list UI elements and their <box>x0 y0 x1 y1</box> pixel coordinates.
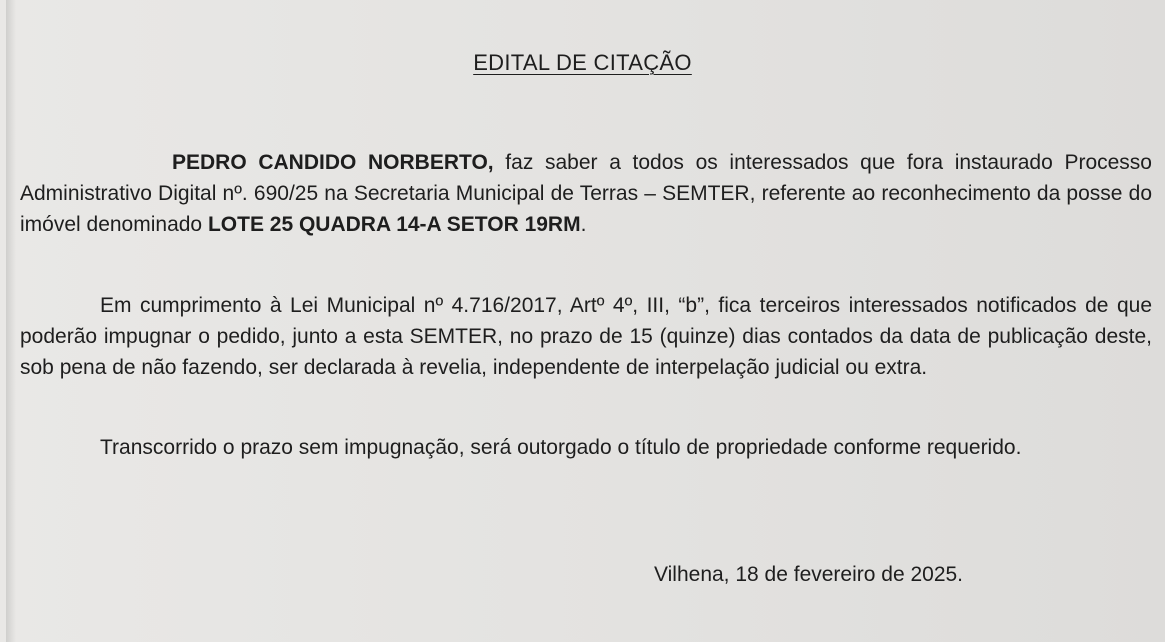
paper-fold-shadow <box>6 0 16 642</box>
paragraph-conclusion: Transcorrido o prazo sem impugnação, será outorgado o título de propriedade conforme requerido. <box>100 436 1022 459</box>
applicant-name: PEDRO CANDIDO NORBERTO, <box>172 151 494 174</box>
document-title <box>0 50 1165 76</box>
document-title-text: EDITAL DE CITAÇÃO <box>473 50 692 75</box>
paragraph-notice-text: faz saber a todos os interessados que fora instaurado Processo Administrativo Digital nº. 690/25 na Secretaria Municipal de Terras – SEMTER, referente ao reconhecimento da posse do imóvel denominado <box>20 151 1152 236</box>
paragraph-notice-end: . <box>580 213 587 236</box>
date-line: Vilhena, 18 de fevereiro de 2025. <box>654 563 964 586</box>
property-designation: LOTE 25 QUADRA 14-A SETOR 19RM <box>207 213 581 236</box>
paragraph-notice <box>20 147 1152 240</box>
paragraph-legal-basis: Em cumprimento à Lei Municipal nº 4.716/2017, Artº 4º, III, “b”, fica terceiros interessados notificados de que poderão impugnar o pedido, junto a esta SEMTER, no prazo de 15 (quinze) dias contados da data de publicação deste, sob pena de não fazendo, ser declarada à revelia, independente de interpelação judicial ou extra. <box>20 294 1152 379</box>
